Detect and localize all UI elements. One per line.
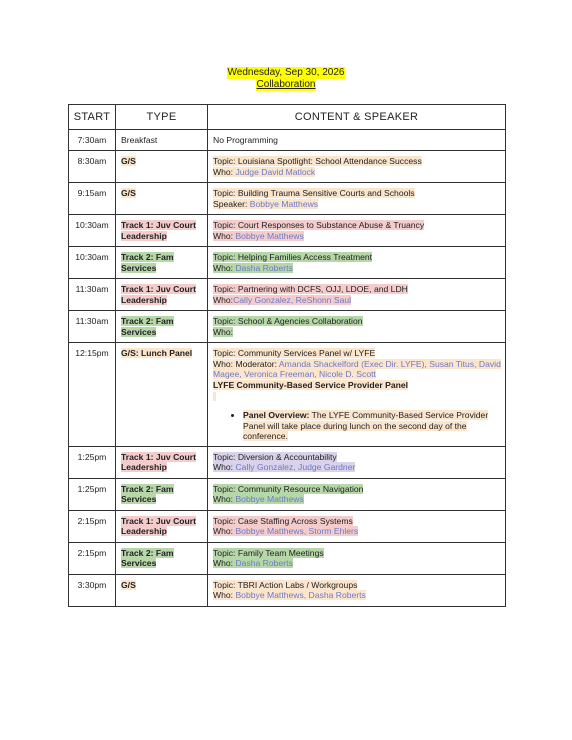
session-time: 1:25pm <box>69 446 116 478</box>
column-header-content: CONTENT & SPEAKER <box>208 105 506 130</box>
schedule-table <box>68 104 506 607</box>
session-topic: Topic: Family Team Meetings <box>213 547 324 558</box>
session-speaker: Bobbye Matthews, Dasha Roberts <box>235 590 366 601</box>
session-type-label: Track 2: Fam Services <box>121 547 174 569</box>
panel-overview-text: The LYFE Community-Based Service Provider Panel will take place during lunch on the second day of the conference. <box>243 409 489 442</box>
table-row <box>69 247 506 279</box>
session-type-label: Track 2: Fam Services <box>121 483 174 505</box>
session-content <box>208 510 506 542</box>
session-type <box>116 478 208 510</box>
session-who-label: Who: <box>213 590 236 601</box>
table-row <box>69 311 506 343</box>
session-speaker: Cally Gonzalez, Judge Gardner <box>235 462 356 473</box>
table-row <box>69 510 506 542</box>
session-type-label: Track 2: Fam Services <box>121 252 174 273</box>
session-topic: Topic: TBRI Action Labs / Workgroups <box>213 579 358 590</box>
session-type-label: G/S <box>121 188 136 198</box>
session-content <box>208 151 506 183</box>
session-type <box>116 130 208 151</box>
session-topic: Topic: Partnering with DCFS, OJJ, LDOE, and LDH <box>213 284 408 294</box>
session-content <box>208 446 506 478</box>
panel-overview-list <box>213 410 501 442</box>
session-type <box>116 343 208 447</box>
session-type <box>116 510 208 542</box>
session-time: 8:30am <box>69 151 116 183</box>
session-who-label: Who: <box>213 326 234 337</box>
session-content <box>208 279 506 311</box>
session-topic: Topic: Helping Families Access Treatment <box>213 252 373 262</box>
session-speaker: Bobbye Matthews <box>235 230 304 241</box>
session-time: 10:30am <box>69 215 116 247</box>
session-type-label: Track 1: Juv Court Leadership <box>121 451 196 473</box>
session-type-label: Track 1: Juv Court Leadership <box>121 515 196 537</box>
session-type-label: G/S: Lunch Panel <box>121 348 193 358</box>
session-speaker: Dasha Roberts <box>235 558 293 569</box>
session-time: 1:25pm <box>69 478 116 510</box>
session-type <box>116 279 208 311</box>
session-topic: Topic: Case Staffing Across Systems <box>213 515 353 526</box>
session-type <box>116 151 208 183</box>
table-row <box>69 215 506 247</box>
session-speaker: Judge David Matlock <box>235 166 316 177</box>
session-content <box>208 215 506 247</box>
session-who-label: Who: <box>213 558 236 569</box>
session-type-label: Breakfast <box>121 135 158 145</box>
session-content <box>208 247 506 279</box>
session-content <box>208 542 506 574</box>
schedule-header <box>0 67 572 91</box>
session-time: 3:30pm <box>69 574 116 606</box>
session-time: 2:15pm <box>69 510 116 542</box>
session-content <box>208 130 506 151</box>
session-time: 11:30am <box>69 279 116 311</box>
session-who-label: Who: <box>213 230 236 241</box>
session-type-label: Track 1: Juv Court Leadership <box>121 284 196 305</box>
session-who-label: Who: <box>213 166 236 177</box>
session-content <box>208 574 506 606</box>
session-type <box>116 247 208 279</box>
session-time: 7:30am <box>69 130 116 151</box>
session-type-label: Track 2: Fam Services <box>121 316 174 337</box>
session-type <box>116 446 208 478</box>
table-row <box>69 183 506 215</box>
session-topic: Topic: Louisiana Spotlight: School Attendance Success <box>213 156 422 166</box>
session-time: 11:30am <box>69 311 116 343</box>
session-topic: Topic: Diversion & Accountability <box>213 451 337 462</box>
session-who-label: Who: <box>213 294 234 305</box>
panel-title: LYFE Community-Based Service Provider Panel <box>213 379 409 390</box>
column-header-start: START <box>69 105 116 130</box>
session-type <box>116 574 208 606</box>
session-content <box>208 343 506 447</box>
session-speaker: Bobbye Matthews, Storm Ehlers <box>235 526 359 537</box>
session-topic: No Programming <box>213 135 278 145</box>
session-who-label: Who: Moderator: <box>213 358 279 369</box>
session-content <box>208 478 506 510</box>
session-speaker: Amanda Shackelford (Exec Dir. LYFE), Susan Titus, David Magee, Veronica Freeman, Nicole D. Scott <box>213 358 501 380</box>
session-speaker: Dasha Roberts <box>235 262 293 273</box>
schedule-date: Wednesday, Sep 30, 2026 <box>227 67 345 78</box>
table-row <box>69 151 506 183</box>
table-header-row <box>69 105 506 130</box>
session-type <box>116 183 208 215</box>
column-header-type: TYPE <box>116 105 208 130</box>
session-type-label: Track 1: Juv Court Leadership <box>121 220 196 241</box>
table-row <box>69 478 506 510</box>
session-who-label: Who: <box>213 262 236 273</box>
session-time: 12:15pm <box>69 343 116 447</box>
session-content <box>208 183 506 215</box>
session-topic: Topic: School & Agencies Collaboration <box>213 316 363 326</box>
list-item <box>243 410 501 442</box>
session-who-label: Who: <box>213 494 236 505</box>
session-type <box>116 542 208 574</box>
schedule-subtitle: Collaboration <box>256 79 316 90</box>
session-time: 10:30am <box>69 247 116 279</box>
session-type <box>116 215 208 247</box>
session-speaker: Cally Gonzalez, ReShonn Saul <box>233 294 352 305</box>
session-speaker: Bobbye Matthews <box>235 494 304 505</box>
table-row <box>69 574 506 606</box>
table-row <box>69 130 506 151</box>
session-topic: Topic: Court Responses to Substance Abuse & Truancy <box>213 220 425 230</box>
table-row <box>69 279 506 311</box>
session-speaker: Bobbye Matthews <box>249 198 319 209</box>
table-row <box>69 542 506 574</box>
session-who-label: Who: <box>213 462 236 473</box>
session-type-label: G/S <box>121 156 136 166</box>
session-who-label: Who: <box>213 526 236 537</box>
panel-overview-label: Panel Overview: <box>243 409 310 420</box>
session-type <box>116 311 208 343</box>
session-time: 9:15am <box>69 183 116 215</box>
session-content <box>208 311 506 343</box>
table-row <box>69 446 506 478</box>
session-topic: Topic: Community Resource Navigation <box>213 483 364 494</box>
session-time: 2:15pm <box>69 542 116 574</box>
session-topic: Topic: Community Services Panel w/ LYFE <box>213 348 376 358</box>
highlight-marker <box>213 392 216 401</box>
table-row <box>69 343 506 447</box>
session-who-label: Speaker: <box>213 198 250 209</box>
session-topic: Topic: Building Trauma Sensitive Courts and Schools <box>213 188 415 198</box>
session-type-label: G/S <box>121 579 136 590</box>
